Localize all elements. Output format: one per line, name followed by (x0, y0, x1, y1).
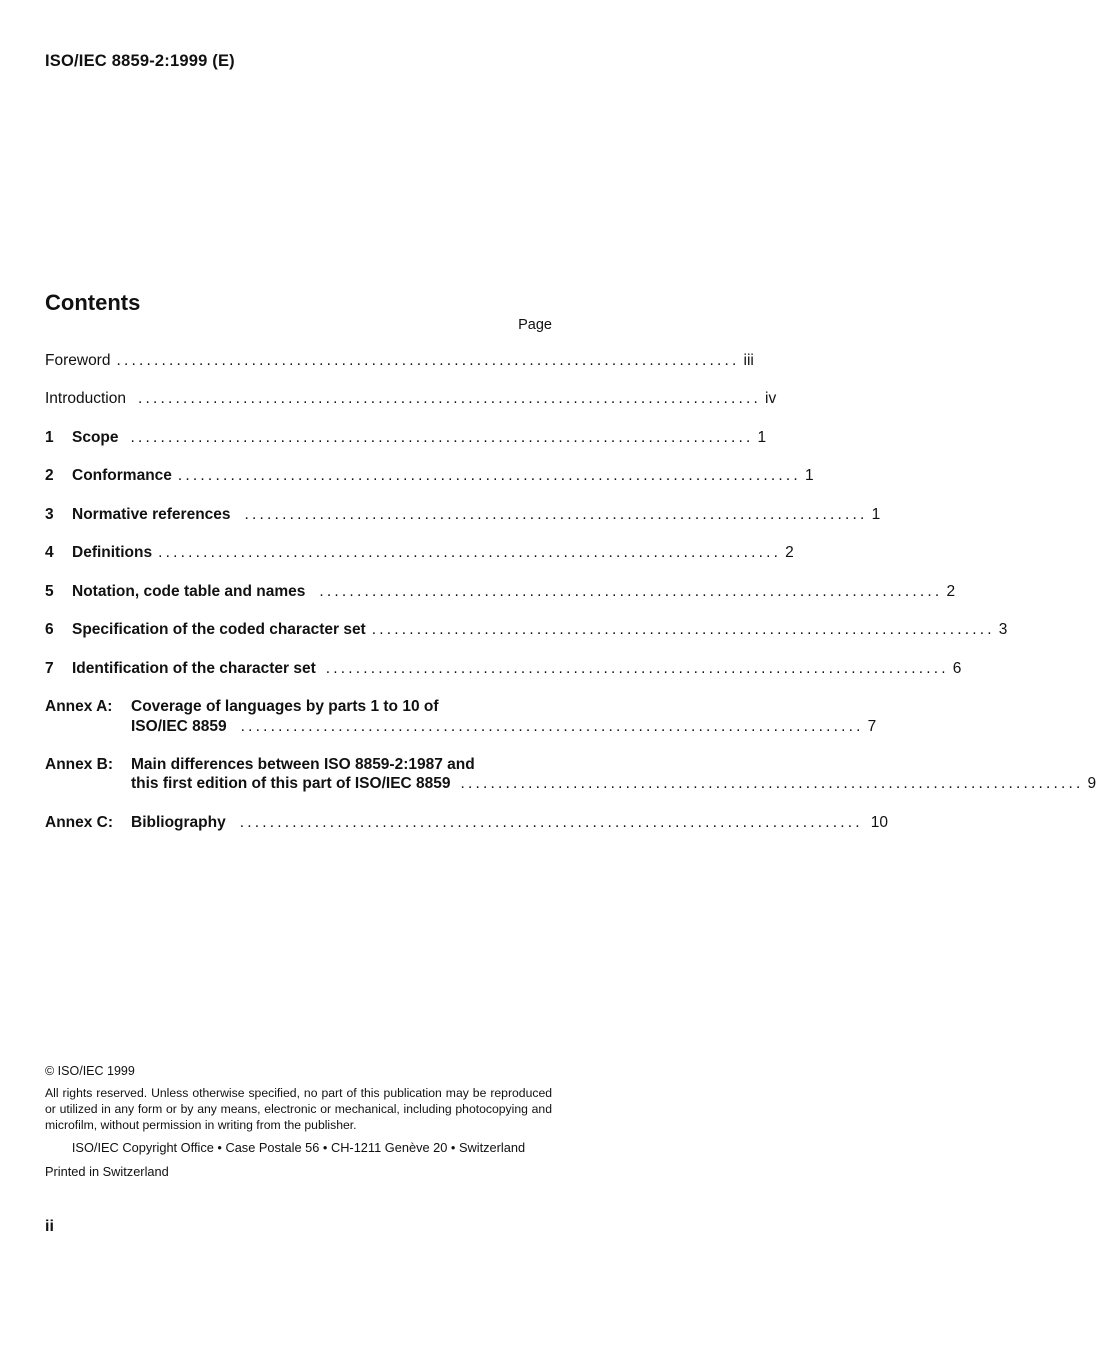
toc-entry-conformance[interactable] (45, 467, 814, 487)
annex-title: Bibliography (131, 814, 226, 831)
toc-entry-title: Notation, code table and names (72, 583, 306, 600)
page-number: ii (45, 1218, 54, 1235)
toc-entry-scope[interactable] (45, 429, 767, 449)
annex-title-line-1: Main differences between ISO 8859-2:1987 and (131, 756, 475, 773)
toc-entry-page: 1 (757, 429, 767, 446)
toc-leader-dots: ................................................................................... (244, 506, 868, 523)
toc-entry-page: 7 (867, 718, 877, 735)
annex-title-line-2: this first edition of this part of ISO/IEC 8859 (131, 775, 451, 792)
copyright-notice: © ISO/IEC 1999 (45, 1064, 135, 1078)
annex-label: Annex A: (45, 698, 113, 715)
toc-leader-dots: ................................................................................... (319, 583, 943, 600)
toc-entry-page: iv (765, 390, 777, 407)
toc-entry-number: 6 (45, 621, 54, 638)
toc-leader-dots: ................................................................................... (460, 775, 1084, 792)
contents-title: Contents (45, 290, 141, 315)
copyright-office-address: ISO/IEC Copyright Office • Case Postale 56 • CH-1211 Genève 20 • Switzerland (71, 1140, 526, 1155)
toc-entry-title: Scope (72, 429, 119, 446)
toc-leader-dots: ................................................................................... (158, 544, 782, 561)
printed-in-notice: Printed in Switzerland (45, 1164, 169, 1179)
toc-leader-dots: ................................................................................... (138, 390, 762, 407)
toc-entry-page: 2 (946, 583, 956, 600)
toc-leader-dots: ................................................................................... (130, 429, 754, 446)
toc-entry-introduction[interactable] (45, 390, 777, 410)
toc-entry-page: 9 (1087, 775, 1096, 792)
toc-entry-page: iii (743, 352, 754, 369)
toc-leader-dots: ................................................................................... (239, 814, 863, 831)
toc-entry-number: 1 (45, 429, 54, 446)
toc-entry-notation[interactable] (45, 583, 956, 603)
toc-entry-number: 5 (45, 583, 54, 600)
toc-leader-dots: ................................................................................... (177, 467, 801, 484)
toc-entry-title: Foreword (45, 352, 111, 369)
annex-title-line-1: Coverage of languages by parts 1 to 10 of (131, 698, 439, 715)
annex-label-row (45, 756, 552, 776)
toc-entry-annex-c[interactable] (45, 814, 889, 834)
toc-entry-number: 7 (45, 660, 54, 677)
document-id-header: ISO/IEC 8859-2:1999 (E) (45, 52, 235, 70)
toc-entry-page: 1 (804, 467, 814, 484)
toc-entry-title: Normative references (72, 506, 231, 523)
toc-leader-dots: ................................................................................... (240, 718, 864, 735)
toc-entry-specification[interactable] (45, 621, 1008, 641)
toc-entry-page: 3 (998, 621, 1008, 638)
toc-entry-definitions[interactable] (45, 544, 794, 564)
annex-label: Annex C: (45, 814, 114, 831)
toc-entry-page: 1 (871, 506, 881, 523)
toc-entry-page: 10 (870, 814, 889, 831)
toc-entry-title: Conformance (72, 467, 172, 484)
annex-label-row (45, 698, 552, 718)
toc-entry-normative-references[interactable] (45, 506, 881, 526)
toc-entry-foreword[interactable] (45, 352, 754, 372)
toc-entry-title: Introduction (45, 390, 126, 407)
page-column-label: Page (518, 317, 552, 333)
toc-entry-number: 3 (45, 506, 54, 523)
toc-entry-page: 6 (952, 660, 962, 677)
annex-label: Annex B: (45, 756, 114, 773)
annex-title-line-2: ISO/IEC 8859 (131, 718, 227, 735)
rights-statement: All rights reserved. Unless otherwise specified, no part of this publication may be reproduced or utilized in any form or by any means, electronic or mechanical, including photocopying and microfilm, without permission in writing from the publisher. (45, 1086, 552, 1132)
toc-entry-number: 4 (45, 544, 54, 561)
toc-entry-identification[interactable] (45, 660, 962, 680)
toc-leader-dots: ................................................................................... (325, 660, 949, 677)
toc-entry-title: Specification of the coded character set (72, 621, 366, 638)
toc-entry-title: Definitions (72, 544, 153, 561)
toc-entry-number: 2 (45, 467, 54, 484)
toc-entry-page: 2 (785, 544, 794, 561)
annex-continuation-row (45, 718, 877, 738)
toc-entry-title: Identification of the character set (72, 660, 316, 677)
annex-continuation-row (45, 775, 1096, 795)
toc-leader-dots: ................................................................................... (116, 352, 740, 369)
toc-leader-dots: ................................................................................... (371, 621, 995, 638)
